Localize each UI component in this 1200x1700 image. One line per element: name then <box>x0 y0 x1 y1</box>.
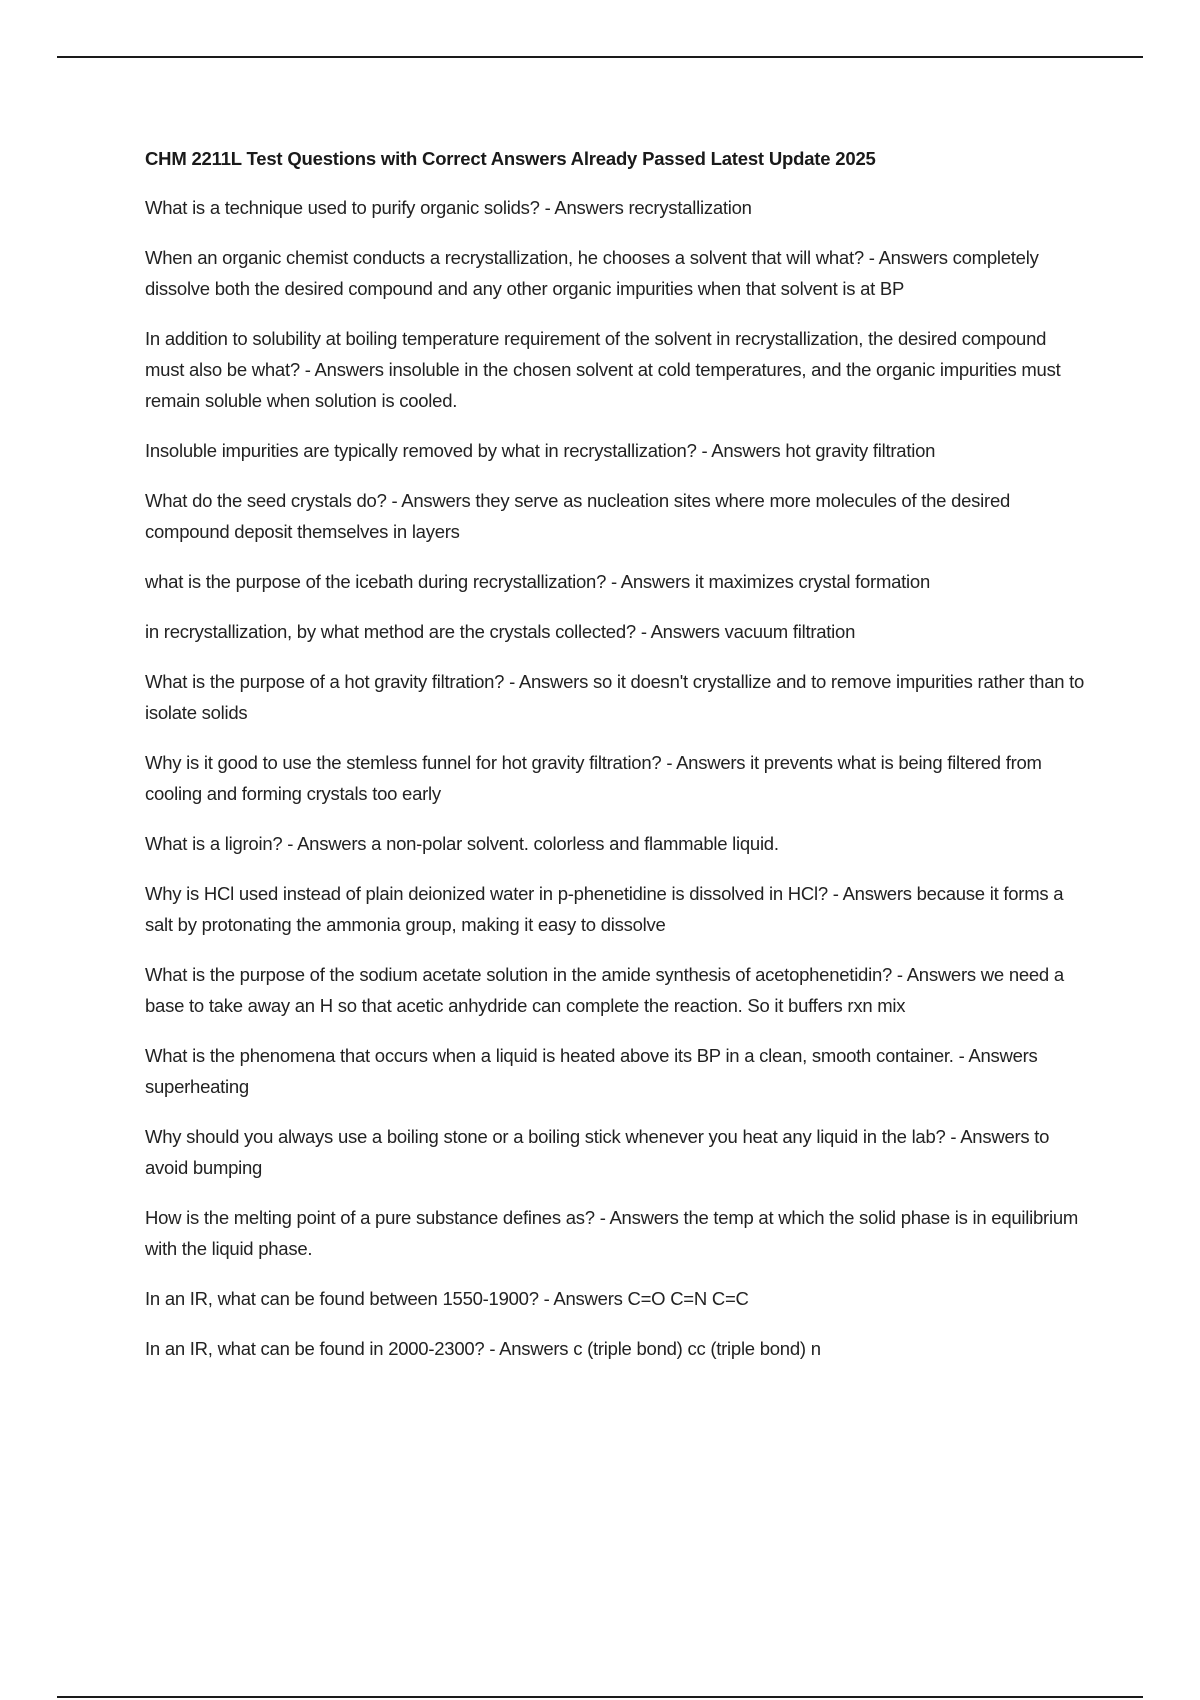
qa-entry: What is the phenomena that occurs when a liquid is heated above its BP in a clean, smooth container. - Answers superheating <box>145 1045 1038 1097</box>
qa-entry: What is a technique used to purify organic solids? - Answers recrystallization <box>145 197 752 218</box>
document-body <box>145 146 1090 1383</box>
qa-entry: Insoluble impurities are typically removed by what in recrystallization? - Answers hot gravity filtration <box>145 440 936 461</box>
header-rule <box>57 56 1143 58</box>
qa-entry: How is the melting point of a pure substance defines as? - Answers the temp at which the solid phase is in equilibrium with the liquid phase. <box>145 1207 1079 1259</box>
footer-rule <box>57 1696 1143 1698</box>
qa-entry: in recrystallization, by what method are the crystals collected? - Answers vacuum filtration <box>145 621 856 642</box>
document-title: CHM 2211L Test Questions with Correct Answers Already Passed Latest Update 2025 <box>145 148 876 169</box>
qa-entry: What do the seed crystals do? - Answers they serve as nucleation sites where more molecules of the desired compound deposit themselves in layers <box>145 490 1011 542</box>
qa-entry: When an organic chemist conducts a recrystallization, he chooses a solvent that will what? - Answers completely dissolve both the desired compound and any other organic impurities when that solvent is at BP <box>145 247 1039 299</box>
qa-entry: What is the purpose of the sodium acetate solution in the amide synthesis of acetophenetidin? - Answers we need a base to take away an H so that acetic anhydride can complete the reaction. So it buffers rxn mix <box>145 964 1064 1016</box>
qa-entry: In an IR, what can be found between 1550-1900? - Answers C=O C=N C=C <box>145 1288 749 1309</box>
qa-entry: What is the purpose of a hot gravity filtration? - Answers so it doesn't crystallize and to remove impurities rather than to isolate solids <box>145 671 1085 723</box>
qa-entry: In an IR, what can be found in 2000-2300? - Answers c (triple bond) cc (triple bond) n <box>145 1338 821 1359</box>
qa-entry: what is the purpose of the icebath during recrystallization? - Answers it maximizes crystal formation <box>145 571 930 592</box>
qa-entry: Why is it good to use the stemless funnel for hot gravity filtration? - Answers it prevents what is being filtered from cooling and forming crystals too early <box>145 752 1042 804</box>
qa-entry: Why is HCl used instead of plain deionized water in p-phenetidine is dissolved in HCl? - Answers because it forms a salt by protonating the ammonia group, making it easy to dissolve <box>145 883 1064 935</box>
qa-entry: In addition to solubility at boiling temperature requirement of the solvent in recrystallization, the desired compound must also be what? - Answers insoluble in the chosen solvent at cold temperatures, and the organic impurities must remain soluble when solution is cooled. <box>145 328 1061 411</box>
qa-entry: Why should you always use a boiling stone or a boiling stick whenever you heat any liquid in the lab? - Answers to avoid bumping <box>145 1126 1050 1178</box>
qa-entry: What is a ligroin? - Answers a non-polar solvent. colorless and flammable liquid. <box>145 833 779 854</box>
